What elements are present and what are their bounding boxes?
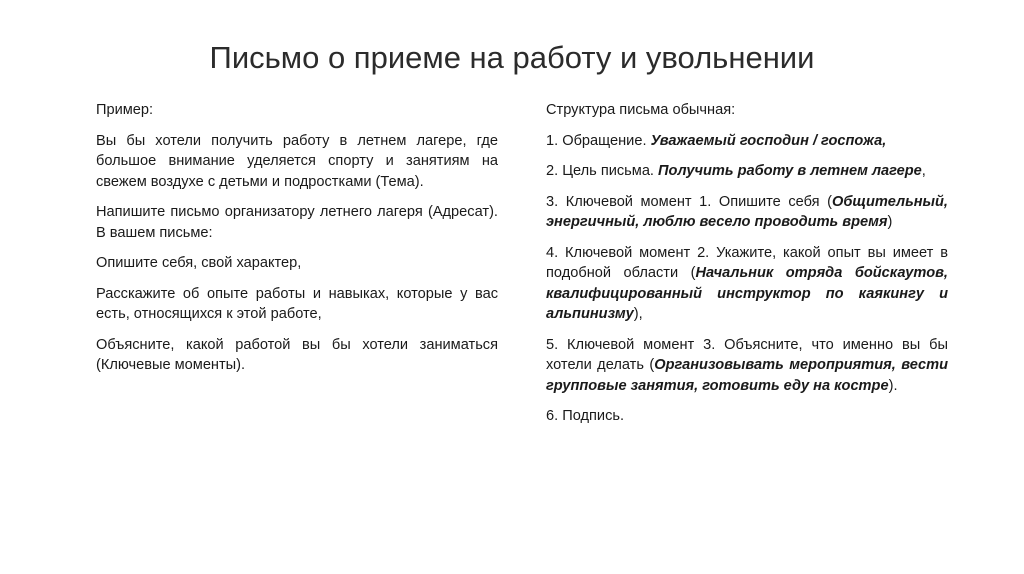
example-column [96,100,498,386]
item-example: Общительный, энергичный, люблю весело проводить время [546,193,948,230]
item-example: Получить работу в летнем лагере [658,163,922,179]
structure-item-6: 6. Подпись. [546,408,625,424]
item-text: 3. Ключевой момент 1. Опишите себя ( [546,193,832,210]
item-suffix: ), [633,306,643,322]
item-suffix: ). [888,377,898,394]
structure-item-1 [546,131,948,152]
example-task-2: Расскажите об опыте работы и навыках, которые у вас есть, относящихся к этой работе, [96,285,498,322]
item-text: 1. Обращение. [546,132,651,149]
example-label: Пример: [96,102,154,118]
example-addressee: Напишите письмо организатору летнего лагеря (Адресат). В вашем письме: [96,204,498,241]
item-text: 2. Цель письма. [546,163,659,179]
example-topic: Вы бы хотели получить работу в летнем лагере, где большое внимание уделяется спорту и занятиям на свежем воздухе с детьми и подростками (Тема). [96,132,498,190]
item-suffix: ) [887,214,893,230]
example-task-1: Опишите себя, свой характер, [96,255,302,271]
structure-column [546,100,948,437]
item-suffix: , [921,163,926,179]
structure-item-4 [546,243,948,325]
structure-heading: Структура письма обычная: [546,102,736,118]
example-task-3: Объясните, какой работой вы бы хотели заниматься (Ключевые моменты). [96,336,498,373]
item-example: Начальник отряда бойскаутов, квалифицированный инструктор по каякингу и альпинизму [546,265,948,322]
item-example: Организовывать мероприятия, вести групповые занятия, готовить еду на костре [546,357,949,394]
structure-item-2 [546,161,948,182]
item-text: 5. Ключевой момент 3. Объясните, что именно вы бы хотели делать ( [546,336,948,373]
slide-title: Письмо о приеме на работу и увольнении [209,40,815,75]
structure-item-3 [546,192,948,233]
item-text: 4. Ключевой момент 2. Укажите, какой опыт вы имеет в подобной области ( [546,244,948,281]
item-example: Уважаемый господин / госпожа, [650,132,887,149]
structure-item-5 [546,335,948,397]
